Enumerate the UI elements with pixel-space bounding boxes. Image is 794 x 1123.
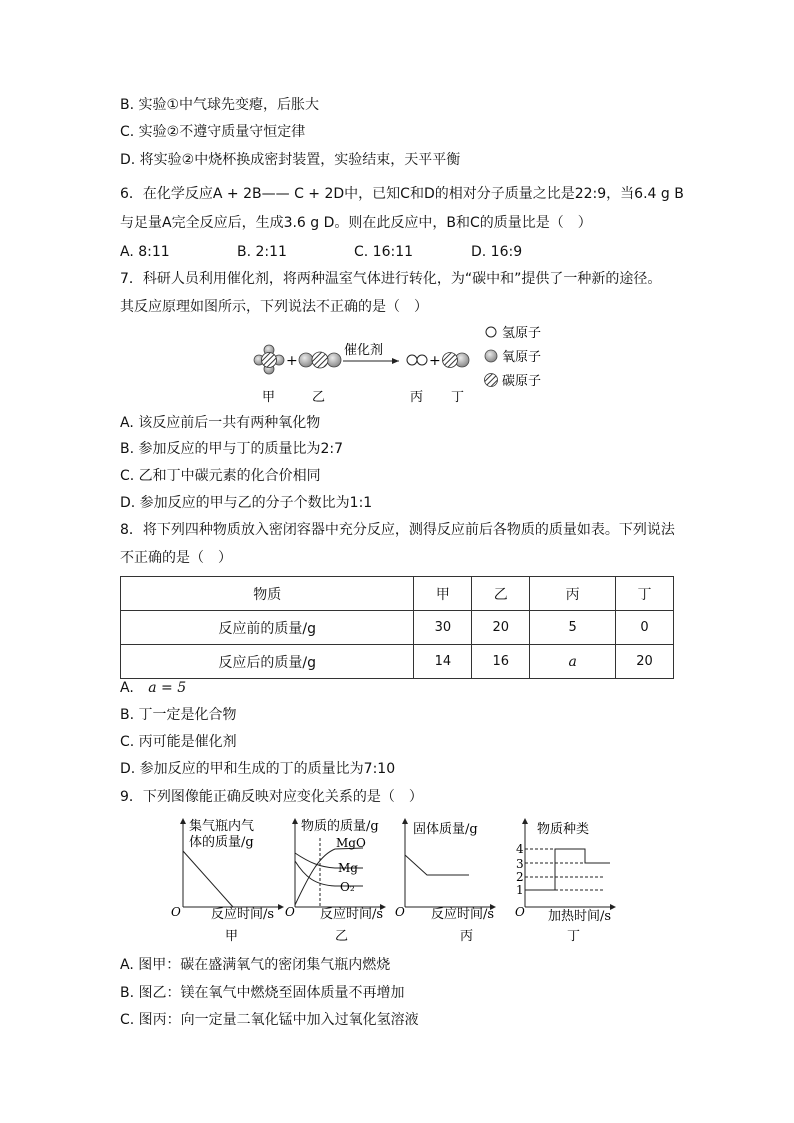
- table-cell: 16: [472, 645, 530, 679]
- graph-jia-xlabel: 反应时间/s: [211, 907, 275, 922]
- table-row: [121, 645, 674, 679]
- graph-yi-label-mg: Mg: [338, 861, 358, 875]
- q7-option-b: B. 参加反应的甲与丁的质量比为2:7: [120, 441, 344, 457]
- label-bing: 丙: [410, 390, 424, 405]
- graph-jia-curve: [183, 851, 233, 907]
- table-cell: 20: [472, 611, 530, 645]
- q8-stem-line2: 不正确的是（ ）: [120, 550, 232, 566]
- q8-option-a-prefix: A.: [120, 680, 134, 696]
- table-cell: 0: [616, 611, 674, 645]
- graph-yi-label-mgo: MgO: [336, 836, 366, 850]
- graph-ding-name: 丁: [567, 929, 581, 944]
- graph-bing-xlabel: 反应时间/s: [431, 907, 495, 922]
- graph-bing-curve: [405, 855, 469, 875]
- graph-ding-tick: 4: [516, 842, 524, 856]
- table-row: [121, 611, 674, 645]
- table-cell: a: [530, 645, 616, 679]
- graph-yi: [285, 818, 385, 944]
- table-header-cell: 乙: [472, 577, 530, 611]
- hydrogen-atom-icon: [486, 327, 496, 337]
- q8-option-c: C. 丙可能是催化剂: [120, 734, 237, 750]
- table-cell: 14: [414, 645, 472, 679]
- graph-bing-ylabel: 固体质量/g: [413, 822, 478, 837]
- graph-yi-name: 乙: [335, 929, 349, 944]
- graph-yi-xlabel: 反应时间/s: [320, 907, 384, 922]
- graph-jia-ylabel: 集气瓶内气: [189, 819, 255, 834]
- legend-carbon: 碳原子: [502, 374, 542, 389]
- q9-option-a: A. 图甲：碳在盛满氧气的密闭集气瓶内燃烧: [120, 957, 391, 973]
- table-cell: 反应后的质量/g: [121, 645, 414, 679]
- graph-jia-ylabel-2: 体的质量/g: [189, 835, 254, 850]
- table-cell: 20: [616, 645, 674, 679]
- carbon-atom-icon: [485, 374, 498, 387]
- table-cell: 30: [414, 611, 472, 645]
- legend-oxygen: 氧原子: [502, 350, 542, 365]
- graph-bing-name: 丙: [460, 929, 474, 944]
- molecule-jia: [254, 345, 284, 374]
- graph-jia: [171, 818, 283, 944]
- origin-label: O: [171, 905, 181, 919]
- catalyst-label: 催化剂: [344, 343, 384, 358]
- q8-option-a: [120, 678, 186, 698]
- graph-ding-ylabel: 物质种类: [537, 822, 590, 837]
- graph-ding-tick: 3: [516, 857, 524, 871]
- q6-stem-line2: 与足量A完全反应后，生成3.6 g D。则在此反应中，B和C的质量比是（ ）: [120, 215, 592, 231]
- q7-option-a: A. 该反应前后一共有两种氧化物: [120, 415, 321, 431]
- label-ding: 丁: [451, 390, 465, 405]
- graph-ding-tick: 2: [516, 870, 524, 884]
- graph-ding: [515, 819, 615, 944]
- plus-sign: +: [286, 353, 298, 369]
- q9-option-c: C. 图丙：向一定量二氧化锰中加入过氧化氢溶液: [120, 1012, 419, 1028]
- q8-option-d: D. 参加反应的甲和生成的丁的质量比为7:10: [120, 761, 396, 777]
- table-header-cell: 丁: [616, 577, 674, 611]
- diagram-legend: [485, 326, 542, 389]
- q8-option-b: B. 丁一定是化合物: [120, 707, 237, 723]
- graph-jia-name: 甲: [225, 929, 239, 944]
- q6-option-b: B. 2:11: [237, 244, 287, 260]
- table-cell: 反应前的质量/g: [121, 611, 414, 645]
- graph-yi-label-o2: O₂: [340, 880, 355, 894]
- table-cell: 5: [530, 611, 616, 645]
- plus-sign: +: [429, 353, 441, 369]
- origin-label: O: [515, 905, 525, 919]
- q6-option-a: A. 8:11: [120, 244, 170, 260]
- q5-option-c: C. 实验②不遵守质量守恒定律: [120, 124, 306, 140]
- q9-option-b: B. 图乙：镁在氧气中燃烧至固体质量不再增加: [120, 985, 405, 1001]
- q7-option-c: C. 乙和丁中碳元素的化合价相同: [120, 468, 321, 484]
- molecule-bing: [407, 355, 427, 365]
- q7-reaction-diagram: [240, 320, 560, 410]
- q8-option-a-formula: a = 5: [148, 680, 187, 696]
- graph-ding-curve: [525, 849, 610, 890]
- origin-label: O: [395, 905, 405, 919]
- q6-option-d: D. 16:9: [471, 244, 523, 260]
- q6-option-c: C. 16:11: [354, 244, 414, 260]
- oxygen-atom-icon: [485, 350, 497, 362]
- graph-ding-tick: 1: [516, 883, 524, 897]
- graph-yi-ylabel: 物质的质量/g: [301, 819, 379, 834]
- q9-stem: 9．下列图像能正确反映对应变化关系的是（ ）: [120, 789, 423, 805]
- table-header-cell: 甲: [414, 577, 472, 611]
- q6-stem-line1: 6．在化学反应A + 2B—— C + 2D中，已知C和D的相对分子质量之比是22:9，当6.4 g B: [120, 186, 684, 202]
- graph-yi-curve-mgo: [295, 848, 363, 905]
- table-header-cell: 丙: [530, 577, 616, 611]
- q7-stem-line2: 其反应原理如图所示，下列说法不正确的是（ ）: [120, 299, 428, 315]
- q5-option-d: D. 将实验②中烧杯换成密封装置，实验结束，天平平衡: [120, 152, 461, 168]
- graph-ding-xlabel: 加热时间/s: [548, 909, 612, 924]
- graph-bing: [395, 819, 495, 944]
- label-yi: 乙: [312, 390, 326, 405]
- label-jia: 甲: [262, 390, 276, 405]
- q5-option-b: B. 实验①中气球先变瘪，后胀大: [120, 97, 320, 113]
- q8-stem-line1: 8．将下列四种物质放入密闭容器中充分反应，测得反应前后各物质的质量如表。下列说法: [120, 522, 675, 538]
- table-header-row: [121, 577, 674, 611]
- legend-hydrogen: 氢原子: [502, 326, 542, 341]
- q8-mass-table: [120, 576, 674, 679]
- origin-label: O: [285, 905, 295, 919]
- q7-stem-line1: 7．科研人员利用催化剂，将两种温室气体进行转化，为“碳中和”提供了一种新的途径。: [120, 271, 662, 287]
- table-header-cell: 物质: [121, 577, 414, 611]
- q9-graphs: [165, 813, 625, 948]
- molecule-yi: [299, 352, 341, 368]
- q7-option-d: D. 参加反应的甲与乙的分子个数比为1:1: [120, 495, 373, 511]
- molecule-ding: [443, 353, 470, 368]
